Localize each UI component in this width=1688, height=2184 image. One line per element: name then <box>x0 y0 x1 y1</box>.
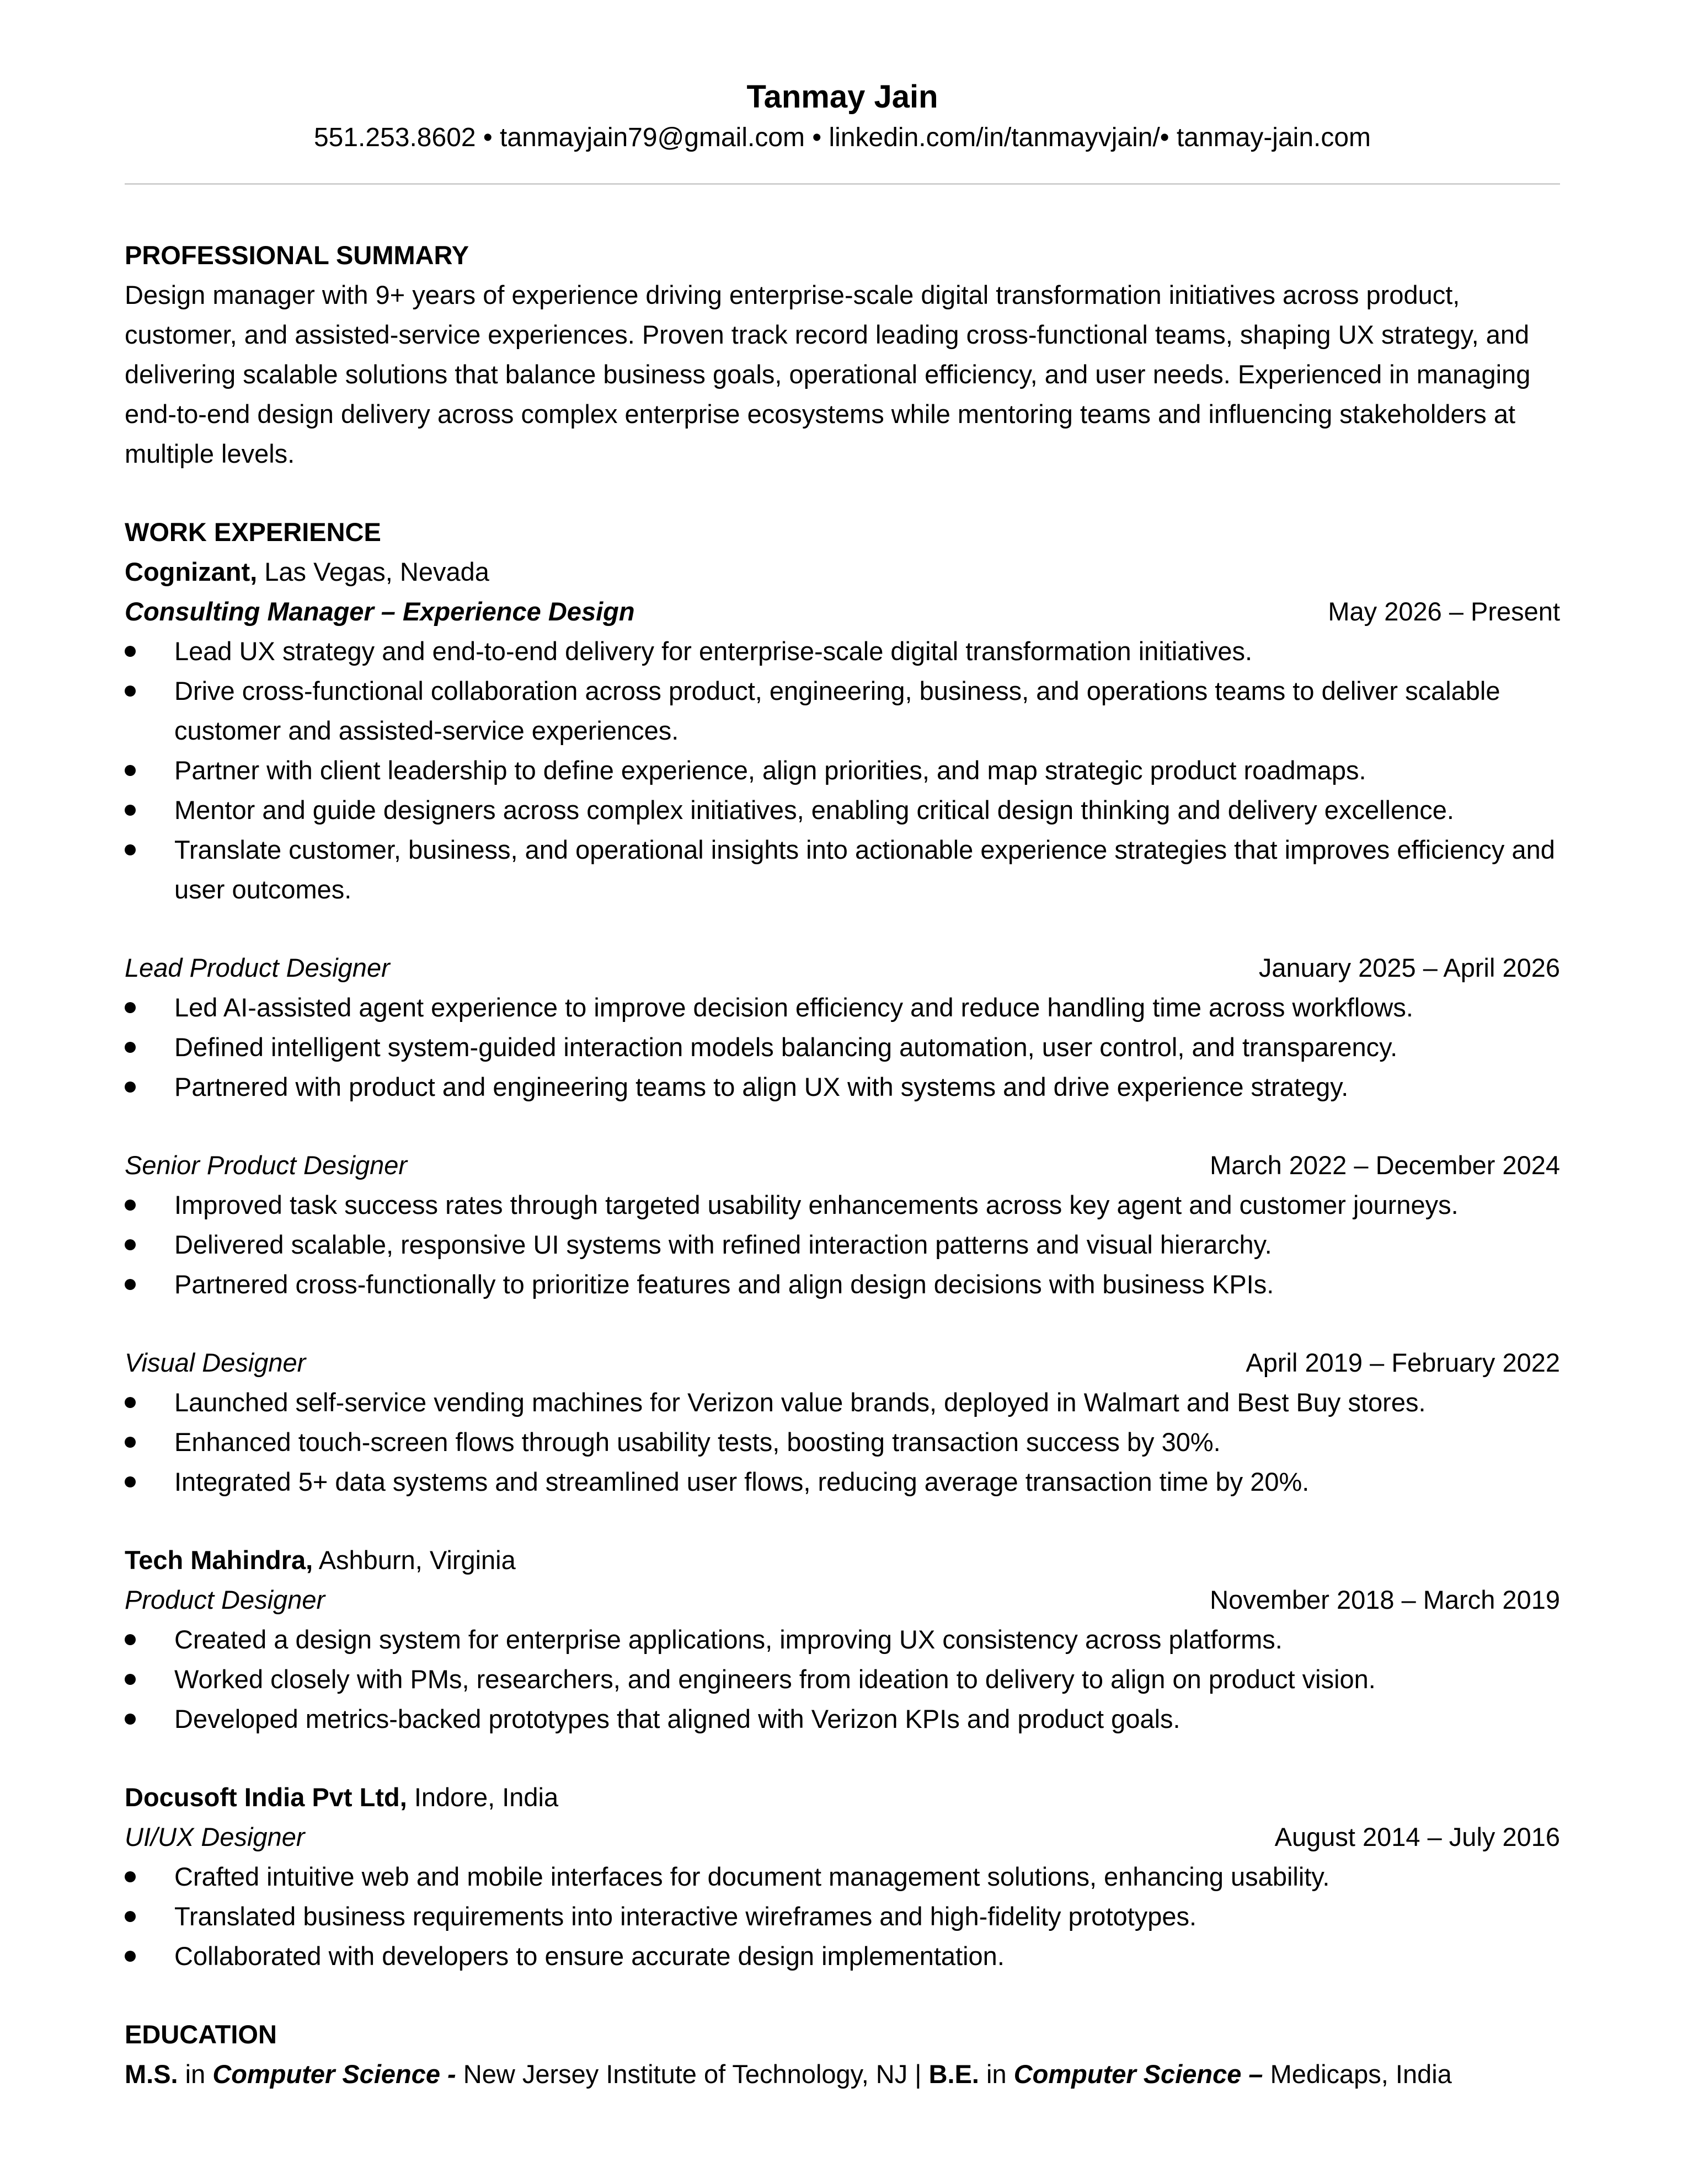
company-cognizant <box>125 552 1560 592</box>
ms-field: Computer Science - <box>212 2059 456 2089</box>
role-header <box>125 1580 1560 1620</box>
bullet-icon <box>125 1951 136 1962</box>
role-header <box>125 948 1560 988</box>
bullet-item: Partnered cross-functionally to prioritize features and align design decisions with business KPIs. <box>125 1265 1560 1304</box>
role-title: Senior Product Designer <box>125 1150 408 1180</box>
role-bullets <box>125 631 1560 909</box>
role-dates: May 2026 – Present <box>1328 597 1560 626</box>
work-experience-heading: WORK EXPERIENCE <box>125 517 381 547</box>
bullet-item: Defined intelligent system-guided interaction models balancing automation, user control, and transparency. <box>125 1027 1560 1067</box>
company-location: Indore, India <box>407 1782 559 1812</box>
role-title: Lead Product Designer <box>125 953 390 982</box>
summary-text: Design manager with 9+ years of experience driving enterprise-scale digital transformation initiatives across product, customer, and assisted-service experiences. Proven track record leading cross-functional teams, shaping UX strategy, and delivering scalable solutions that balance business goals, operational efficiency, and user needs. Experienced in managing end-to-end design delivery across complex enterprise ecosystems while mentoring teams and influencing stakeholders at multiple levels. <box>125 280 1531 468</box>
bullet-item: Crafted intuitive web and mobile interfaces for document management solutions, enhancing usability. <box>125 1857 1560 1897</box>
candidate-name: Tanmay Jain <box>746 79 938 115</box>
company-location: Las Vegas, Nevada <box>257 557 489 586</box>
bullet-item: Partnered with product and engineering teams to align UX with systems and drive experience strategy. <box>125 1067 1560 1107</box>
ms-degree: M.S. <box>125 2059 178 2089</box>
role-header <box>125 1145 1560 1185</box>
role-header <box>125 1817 1560 1857</box>
bullet-item: Worked closely with PMs, researchers, and engineers from ideation to delivery to align on product vision. <box>125 1660 1560 1699</box>
bullet-item: Developed metrics-backed prototypes that aligned with Verizon KPIs and product goals. <box>125 1699 1560 1739</box>
company-tech-mahindra <box>125 1540 1560 1580</box>
role-header <box>125 592 1560 631</box>
bullet-icon <box>125 1911 136 1922</box>
header-divider <box>125 183 1560 185</box>
bullet-item: Translate customer, business, and operational insights into actionable experience strategies that improves efficiency and user outcomes. <box>125 830 1560 909</box>
bullet-item: Lead UX strategy and end-to-end delivery for enterprise-scale digital transformation initiatives. <box>125 631 1560 671</box>
bullet-item: Launched self-service vending machines for Verizon value brands, deployed in Walmart and Best Buy stores. <box>125 1383 1560 1422</box>
bullet-icon <box>125 1871 136 1882</box>
bullet-item: Translated business requirements into interactive wireframes and high-fidelity prototypes. <box>125 1897 1560 1936</box>
bullet-item: Mentor and guide designers across complex initiatives, enabling critical design thinking and delivery excellence. <box>125 790 1560 830</box>
be-degree: B.E. <box>928 2059 979 2089</box>
role-title: Consulting Manager – Experience Design <box>125 597 635 626</box>
bullet-item: Enhanced touch-screen flows through usability tests, boosting transaction success by 30%. <box>125 1422 1560 1462</box>
bullet-item: Drive cross-functional collaboration across product, engineering, business, and operations teams to deliver scalable customer and assisted-service experiences. <box>125 671 1560 751</box>
bullet-icon <box>125 765 136 776</box>
education-heading: EDUCATION <box>125 2020 277 2049</box>
role-bullets <box>125 1620 1560 1739</box>
summary-heading: PROFESSIONAL SUMMARY <box>125 240 469 270</box>
bullet-icon <box>125 1082 136 1093</box>
bullet-icon <box>125 1397 136 1408</box>
role-dates: November 2018 – March 2019 <box>1210 1585 1560 1614</box>
company-name: Docusoft India Pvt Ltd, <box>125 1782 407 1812</box>
role-dates: January 2025 – April 2026 <box>1258 953 1560 982</box>
role-bullets <box>125 1383 1560 1502</box>
bullet-item: Collaborated with developers to ensure accurate design implementation. <box>125 1936 1560 1976</box>
bullet-icon <box>125 844 136 855</box>
bullet-icon <box>125 1279 136 1290</box>
role-bullets <box>125 1857 1560 1976</box>
company-name: Tech Mahindra, <box>125 1545 313 1575</box>
bullet-icon <box>125 1714 136 1725</box>
bullet-item: Improved task success rates through targeted usability enhancements across key agent and customer journeys. <box>125 1185 1560 1225</box>
be-school: Medicaps, India <box>1263 2059 1452 2089</box>
role-bullets <box>125 1185 1560 1304</box>
bullet-icon <box>125 805 136 816</box>
role-title: UI/UX Designer <box>125 1822 305 1851</box>
bullet-item: Delivered scalable, responsive UI systems with refined interaction patterns and visual hierarchy. <box>125 1225 1560 1265</box>
be-field: Computer Science – <box>1013 2059 1263 2089</box>
company-docusoft <box>125 1778 1560 1817</box>
role-bullets <box>125 988 1560 1107</box>
bullet-icon <box>125 1437 136 1448</box>
bullet-item: Created a design system for enterprise applications, improving UX consistency across platforms. <box>125 1620 1560 1660</box>
role-dates: March 2022 – December 2024 <box>1210 1150 1560 1180</box>
bullet-icon <box>125 1200 136 1211</box>
education-line: M.S. in Computer Science - New Jersey Institute of Technology, NJ | B.E. in Computer Science – Medicaps, India <box>125 2059 1452 2089</box>
contact-line: 551.253.8602 • tanmayjain79@gmail.com • linkedin.com/in/tanmayvjain/• tanmay-jain.com <box>313 123 1371 152</box>
bullet-icon <box>125 1674 136 1685</box>
role-title: Visual Designer <box>125 1348 306 1377</box>
bullet-icon <box>125 1002 136 1013</box>
company-name: Cognizant, <box>125 557 258 586</box>
bullet-icon <box>125 1042 136 1053</box>
bullet-item: Led AI-assisted agent experience to improve decision efficiency and reduce handling time across workflows. <box>125 988 1560 1027</box>
role-title: Product Designer <box>125 1585 325 1614</box>
role-header <box>125 1343 1560 1383</box>
ms-school: New Jersey Institute of Technology, NJ | <box>456 2059 929 2089</box>
bullet-icon <box>125 646 136 657</box>
role-dates: August 2014 – July 2016 <box>1274 1822 1560 1851</box>
bullet-icon <box>125 1634 136 1645</box>
bullet-item: Partner with client leadership to define experience, align priorities, and map strategic product roadmaps. <box>125 751 1560 790</box>
bullet-item: Integrated 5+ data systems and streamlined user flows, reducing average transaction time by 20%. <box>125 1462 1560 1502</box>
company-location: Ashburn, Virginia <box>313 1545 516 1575</box>
bullet-icon <box>125 686 136 697</box>
bullet-icon <box>125 1239 136 1250</box>
role-dates: April 2019 – February 2022 <box>1246 1348 1560 1377</box>
bullet-icon <box>125 1476 136 1487</box>
